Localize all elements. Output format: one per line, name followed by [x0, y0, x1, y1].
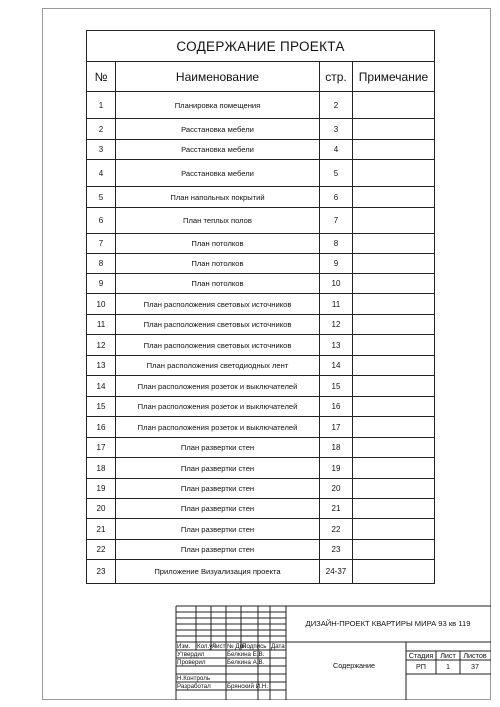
row-number: 22: [87, 540, 116, 560]
column-header-page: стр.: [320, 62, 353, 92]
row-page: 4: [320, 140, 353, 160]
row-number: 11: [87, 315, 116, 335]
row-number: 15: [87, 397, 116, 417]
role-approved: Утвердил: [177, 651, 205, 658]
role-norm-control: Н.Контроль: [177, 675, 211, 682]
row-page: 2: [320, 92, 353, 119]
sheet-name: Содержание: [333, 661, 376, 670]
row-name: Расстановка мебели: [116, 119, 320, 140]
row-number: 18: [87, 458, 116, 479]
stage-label: Стадия: [408, 651, 434, 660]
row-page: 7: [320, 208, 353, 234]
row-name: План напольных покрытий: [116, 187, 320, 208]
row-number: 12: [87, 335, 116, 356]
row-number: 8: [87, 254, 116, 274]
row-name: План потолков: [116, 254, 320, 274]
row-name: План потолков: [116, 274, 320, 294]
row-number: 5: [87, 187, 116, 208]
header-signature: Подпись: [242, 643, 267, 650]
header-change: Изм.: [177, 643, 191, 650]
row-number: 23: [87, 560, 116, 584]
row-page: 3: [320, 119, 353, 140]
row-page: 6: [320, 187, 353, 208]
row-page: 11: [320, 294, 353, 315]
row-page: 9: [320, 254, 353, 274]
row-number: 3: [87, 140, 116, 160]
row-number: 6: [87, 208, 116, 234]
row-name: Приложение Визуализация проекта: [116, 560, 320, 584]
row-name: План расположения светодиодных лент: [116, 356, 320, 376]
row-number: 14: [87, 376, 116, 397]
row-name: План развертки стен: [116, 479, 320, 499]
sheets-value: 37: [471, 662, 479, 671]
row-name: План расположения световых источников: [116, 315, 320, 335]
row-name: Расстановка мебели: [116, 140, 320, 160]
row-page: 16: [320, 397, 353, 417]
row-name: План теплых полов: [116, 208, 320, 234]
row-number: 19: [87, 479, 116, 499]
column-header-number: №: [87, 62, 116, 92]
row-number: 1: [87, 92, 116, 119]
row-page: 17: [320, 417, 353, 438]
row-name: План потолков: [116, 234, 320, 254]
row-name: План развертки стен: [116, 458, 320, 479]
row-name: План расположения световых источников: [116, 335, 320, 356]
row-name: План расположения розеток и выключателей: [116, 376, 320, 397]
row-page: 14: [320, 356, 353, 376]
row-page: 18: [320, 438, 353, 458]
row-page: 10: [320, 274, 353, 294]
row-name: План расположения световых источников: [116, 294, 320, 315]
row-number: 9: [87, 274, 116, 294]
name-checked: Белкина А.В.: [227, 659, 265, 666]
stage-value: РП: [416, 662, 426, 671]
header-sheet: Лист: [212, 643, 226, 650]
column-header-note: Примечание: [353, 62, 435, 92]
row-name: План расположения розеток и выключателей: [116, 397, 320, 417]
row-page: 24-37: [320, 560, 353, 584]
row-name: План развертки стен: [116, 438, 320, 458]
row-number: 7: [87, 234, 116, 254]
row-number: 10: [87, 294, 116, 315]
row-number: 16: [87, 417, 116, 438]
row-page: 20: [320, 479, 353, 499]
header-quantity: Кол.уч: [197, 643, 216, 650]
row-page: 8: [320, 234, 353, 254]
row-name: План расположения розеток и выключателей: [116, 417, 320, 438]
row-page: 5: [320, 160, 353, 187]
sheets-label: Листов: [463, 651, 487, 660]
row-number: 21: [87, 519, 116, 540]
row-number: 17: [87, 438, 116, 458]
row-page: 23: [320, 540, 353, 560]
row-page: 13: [320, 335, 353, 356]
role-checked: Проверил: [177, 659, 206, 666]
row-name: План развертки стен: [116, 540, 320, 560]
row-number: 4: [87, 160, 116, 187]
row-page: 19: [320, 458, 353, 479]
sheet-value: 1: [446, 662, 450, 671]
role-developed: Разработал: [177, 683, 211, 690]
row-name: Расстановка мебели: [116, 160, 320, 187]
row-page: 22: [320, 519, 353, 540]
row-number: 13: [87, 356, 116, 376]
row-name: Планировка помещения: [116, 92, 320, 119]
header-doc-no: № Док: [227, 643, 246, 650]
document-title: СОДЕРЖАНИЕ ПРОЕКТА: [87, 31, 435, 62]
header-date: Дата: [271, 643, 285, 650]
row-number: 2: [87, 119, 116, 140]
row-number: 20: [87, 499, 116, 519]
name-developed: Брянский И.Н.: [227, 683, 268, 690]
name-approved: Белкина Е.В.: [227, 651, 265, 658]
sheet-label: Лист: [440, 651, 456, 660]
row-page: 12: [320, 315, 353, 335]
row-page: 21: [320, 499, 353, 519]
project-title: ДИЗАЙН-ПРОЕКТ КВАРТИРЫ МИРА 93 кв 119: [305, 619, 471, 628]
row-name: План развертки стен: [116, 499, 320, 519]
row-name: План развертки стен: [116, 519, 320, 540]
row-page: 15: [320, 376, 353, 397]
column-header-name: Наименование: [116, 62, 320, 92]
